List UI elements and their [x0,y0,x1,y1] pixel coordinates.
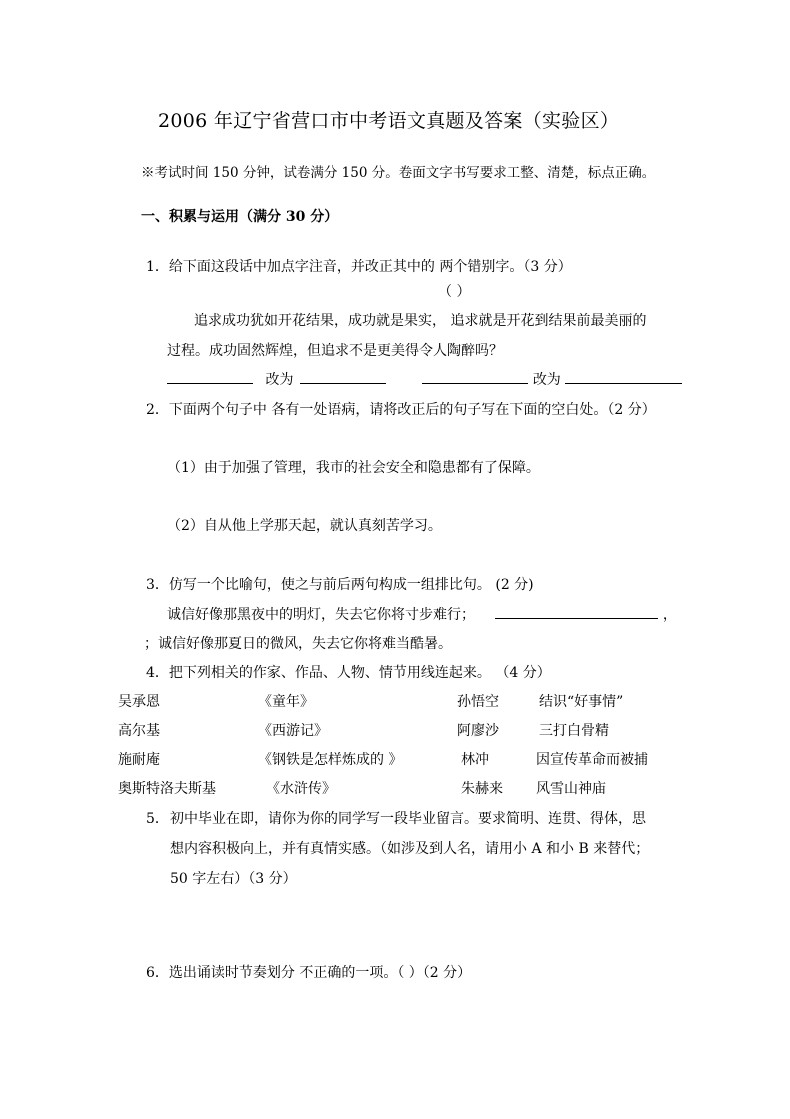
question-1-passage-line1: 追求成功犹如开花结果，成功就是果实， 追求就是开花到结果前最美丽的 [194,313,647,329]
question-2-sentence-1: （1）由于加强了管理，我市的社会安全和隐患都有了保障。 [167,460,540,476]
character: 阿廖沙 [457,723,499,739]
question-2-sentence-2: （2）自从他上学那天起，就认真刻苦学习。 [167,518,442,534]
plot: 因宣传革命而被捕 [536,752,648,768]
character: 朱赫来 [461,781,503,797]
plot: 三打白骨精 [539,723,609,739]
question-1-passage-line2: 过程。成功固然辉煌，但追求不是更美得令人陶醉吗？ [167,343,503,359]
question-1-prompt: 1．给下面这段话中加点字注音，并改正其中的 两个错别字。（3 分） [146,259,572,275]
question-3-line-2: ；诚信好像那夏日的微风，失去它你将难当酷暑。 [144,636,452,652]
question-3-line-1 [167,604,677,624]
question-3-prompt: 3．仿写一个比喻句，使之与前后两句构成一组排比句。 (2 分) [146,577,534,593]
question-1-paren: （ ） [438,284,471,300]
work: 《童年》 [258,694,314,710]
question-1-answer-row [167,369,682,389]
gai-wei-label: 改为 [532,372,561,388]
work: 《钢铁是怎样炼成的 》 [258,752,403,768]
plot: 结识“好事情” [539,694,624,710]
answer-blank[interactable] [495,604,658,619]
answer-blank[interactable] [422,369,528,384]
question-4-prompt: 4．把下列相关的作家、作品、人物、情节用线连起来。 （4 分） [146,665,551,681]
question-3-line-1-text: 诚信好像那黑夜中的明灯，失去它你将寸步难行； [167,607,475,623]
gai-wei-label: 改为 [265,372,294,388]
exam-instructions: ※考试时间 150 分钟，试卷满分 150 分。卷面文字书写要求工整、清楚，标点正确。 [141,165,656,181]
work: 《西游记》 [258,723,328,739]
author: 施耐庵 [118,752,160,768]
question-3-line-1-end: ， [662,607,677,623]
question-5-number: 5． [146,811,169,827]
character: 林冲 [461,752,489,768]
question-2-prompt: 2．下面两个句子中 各有一处语病，请将改正后的句子写在下面的空白处。（2 分） [146,402,656,418]
question-5-line-1: 初中毕业在即，请你为你的同学写一段毕业留言。要求简明、连贯、得体，思 [170,811,646,827]
answer-blank[interactable] [565,369,682,384]
character: 孙悟空 [457,694,499,710]
page-title: 2006 年辽宁省营口市中考语文真题及答案（实验区） [158,110,620,132]
question-5-line-2: 想内容积极向上，并有真情实感。（如涉及到人名，请用小 A 和小 B 来替代； [170,841,650,857]
answer-blank[interactable] [167,369,253,384]
section-heading: 一、积累与运用（满分 30 分） [141,209,339,225]
author: 奥斯特洛夫斯基 [118,781,216,797]
question-5-line-3: 50 字左右）（3 分） [170,871,297,887]
question-6-prompt: 6．选出诵读时节奏划分 不正确的一项。（ ）（2 分） [146,965,472,981]
author: 高尔基 [118,723,160,739]
plot: 风雪山神庙 [536,781,606,797]
answer-blank[interactable] [300,369,386,384]
author: 吴承恩 [118,694,160,710]
work: 《水浒传》 [266,781,336,797]
